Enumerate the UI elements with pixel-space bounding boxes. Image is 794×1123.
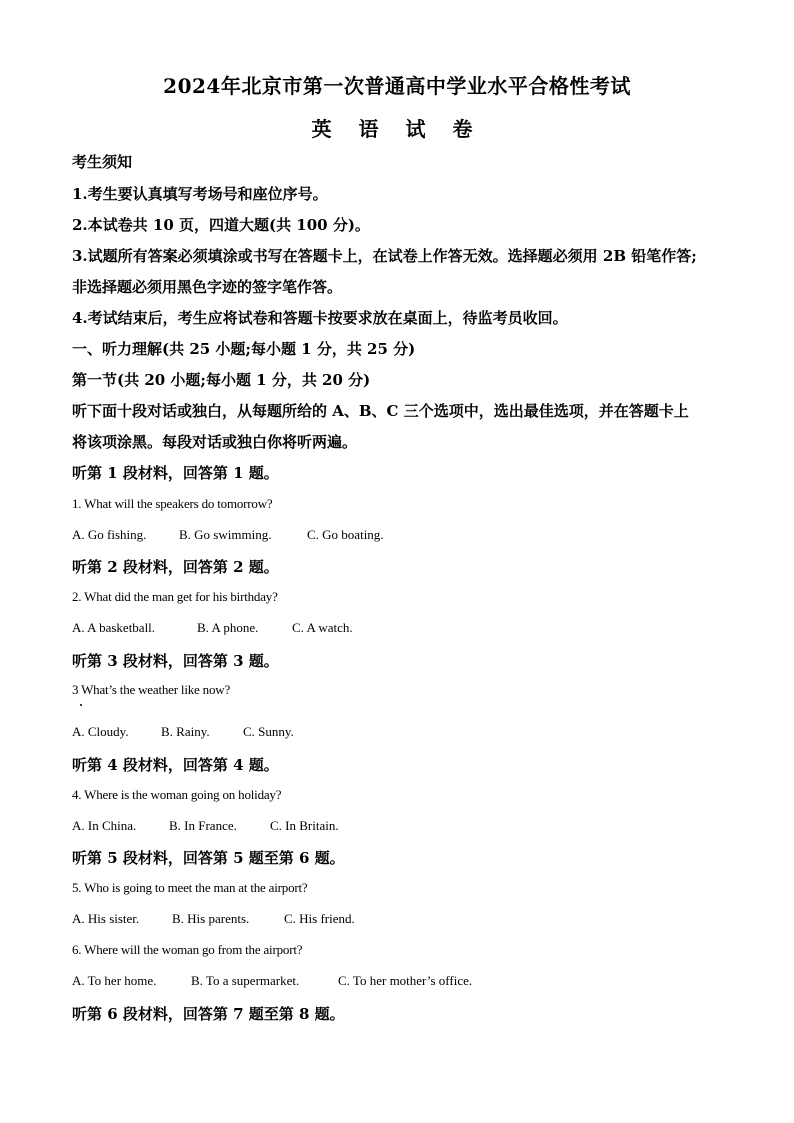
question-stem: 3 What’s the weather like now?: [72, 682, 231, 697]
notice-item: 3.试题所有答案必须填涂或书写在答题卡上，在试卷上作答无效。选择题必须用 2B 铅笔作答;: [72, 247, 697, 265]
material-heading: 听第 2 段材料，回答第 2 题。: [72, 558, 279, 576]
material-heading: 听第 5 段材料，回答第 5 题至第 6 题。: [72, 849, 345, 867]
question-stem: 5. Who is going to meet the man at the airport?: [72, 880, 308, 895]
option-a: A. Cloudy.: [72, 724, 129, 739]
option-b: B. A phone.: [197, 620, 259, 635]
option-c: C. Sunny.: [243, 724, 294, 739]
question-stem: 1. What will the speakers do tomorrow?: [72, 496, 273, 511]
notice-item: 非选择题必须用黑色字迹的签字笔作答。: [72, 278, 343, 296]
question-options: [72, 527, 384, 543]
option-b: B. His parents.: [172, 911, 250, 926]
option-c: C. Go boating.: [307, 527, 384, 542]
material-heading: 听第 4 段材料，回答第 4 题。: [72, 756, 279, 774]
option-c: C. A watch.: [292, 620, 353, 635]
option-b: B. Go swimming.: [179, 527, 272, 542]
option-b: B. In France.: [169, 818, 237, 833]
question-stem: 4. Where is the woman going on holiday?: [72, 787, 282, 802]
question-options: [72, 911, 355, 927]
question-stem: 6. Where will the woman go from the airport?: [72, 942, 303, 957]
option-b: B. To a supermarket.: [191, 973, 300, 988]
instruction-line: 将该项涂黑。每段对话或独白你将听两遍。: [72, 433, 358, 451]
exam-title: 2024年北京市第一次普通高中学业水平合格性考试: [163, 74, 631, 98]
option-b: B. Rainy.: [161, 724, 210, 739]
option-c: C. In Britain.: [270, 818, 339, 833]
material-heading: 听第 3 段材料，回答第 3 题。: [72, 652, 279, 670]
question-options: [72, 724, 294, 740]
notice-item: 4.考试结束后，考生应将试卷和答题卡按要求放在桌面上，待监考员收回。: [72, 309, 568, 327]
option-c: C. His friend.: [284, 911, 355, 926]
question-options: [72, 620, 353, 636]
question-stem: 2. What did the man get for his birthday?: [72, 589, 278, 604]
section-heading: 第一节(共 20 小题;每小题 1 分，共 20 分): [72, 371, 371, 389]
stray-mark: [80, 704, 82, 706]
option-a: A. In China.: [72, 818, 137, 833]
option-a: A. A basketball.: [72, 620, 156, 635]
part-heading: 一、听力理解(共 25 小题;每小题 1 分，共 25 分): [72, 340, 416, 358]
notice-heading: 考生须知: [72, 153, 133, 171]
option-a: A. His sister.: [72, 911, 140, 926]
notice-item: 1.考生要认真填写考场号和座位序号。: [72, 185, 328, 203]
material-heading: 听第 1 段材料，回答第 1 题。: [72, 464, 279, 482]
instruction-line: 听下面十段对话或独白，从每题所给的 A、B、C 三个选项中，选出最佳选项，并在答题卡上: [72, 402, 689, 420]
material-heading: 听第 6 段材料，回答第 7 题至第 8 题。: [72, 1005, 345, 1023]
question-options: [72, 973, 472, 989]
option-a: A. To her home.: [72, 973, 157, 988]
notice-item: 2.本试卷共 10 页，四道大题(共 100 分)。: [72, 216, 370, 234]
subject-title: 英 语 试 卷: [311, 117, 483, 141]
option-c: C. To her mother’s office.: [338, 973, 473, 988]
question-options: [72, 818, 339, 834]
option-a: A. Go fishing.: [72, 527, 147, 542]
